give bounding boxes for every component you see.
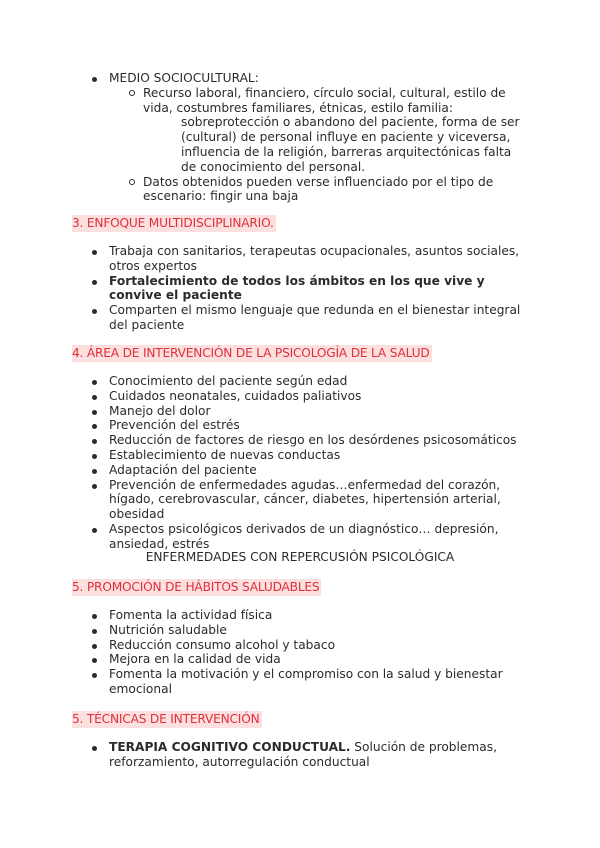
list-item: Fomenta la motivación y el compromiso con la salud y bienestar emocional [72,667,528,697]
list-item: Fortalecimiento de todos los ámbitos en los que vive y convive el paciente [72,274,528,304]
section-5a-heading-wrap [72,579,528,596]
section-5a-list [72,608,528,697]
list-item: Comparten el mismo lenguaje que redunda en el bienestar integral del paciente [72,303,528,333]
medio-title: MEDIO SOCIOCULTURAL: [109,71,259,85]
list-item: Cuidados neonatales, cuidados paliativos [72,389,528,404]
section-4-heading: 4. ÁREA DE INTERVENCIÓN DE LA PSICOLOGÍA DE LA SALUD [72,346,430,360]
list-item: Reducción de factores de riesgo en los desórdenes psicosomáticos [72,433,528,448]
section-3-heading-wrap [72,215,528,232]
sub-list-item: Recurso laboral, financiero, círculo social, cultural, estilo de vida, costumbres familiares, étnicas, estilo familia: sobreprotección o abandono del paciente, forma de ser (cultural) de personal influye en paciente y viceversa, influencia de la religión, barreras arquitectónicas falta de conocimiento del personal. [109,86,528,175]
section-5a-heading: 5. PROMOCIÓN DE HÁBITOS SALUDABLES [72,580,320,594]
list-item [72,71,528,204]
section-5b-heading: 5. TÉCNICAS DE INTERVENCIÓN [72,712,260,726]
list-item: Conocimiento del paciente según edad [72,374,528,389]
sub-list-item: Datos obtenidos pueden verse influenciado por el tipo de escenario: fingir una baja [109,175,528,205]
list-item: Nutrición saludable [72,623,528,638]
list-item: Prevención de enfermedades agudas…enfermedad del corazón, hígado, cerebrovascular, cáncer, diabetes, hipertensión arterial, obesidad [72,478,528,522]
section-5b-heading-wrap [72,711,528,728]
therapy-name: TERAPIA COGNITIVO CONDUCTUAL. [109,740,351,754]
medio-sociocultural-block [72,71,528,204]
list-item: Reducción consumo alcohol y tabaco [72,638,528,653]
section-5b-list [72,740,528,770]
section-4-list [72,374,528,552]
centered-title: ENFERMEDADES CON REPERCUSIÓN PSICOLÓGICA [145,550,455,564]
list-item: Adaptación del paciente [72,463,528,478]
section-3-heading: 3. ENFOQUE MULTIDISCIPLINARIO. [72,216,274,230]
list-item: Trabaja con sanitarios, terapeutas ocupacionales, asuntos sociales, otros expertos [72,244,528,274]
section-3-list [72,244,528,333]
list-item [72,740,528,770]
list-item: Mejora en la calidad de vida [72,652,528,667]
list-item: Establecimiento de nuevas conductas [72,448,528,463]
list-item: Fomenta la actividad física [72,608,528,623]
therapy-description: Solución de problemas, reforzamiento, autorregulación conductual [109,740,497,769]
sub-detail: sobreprotección o abandono del paciente, forma de ser (cultural) de personal influye en paciente y viceversa, influencia de la religión, barreras arquitectónicas falta de conocimiento del personal. [181,115,520,174]
list-item: Prevención del estrés [72,418,528,433]
section-4-heading-wrap [72,345,528,362]
list-item: Manejo del dolor [72,404,528,419]
list-item: Aspectos psicológicos derivados de un diagnóstico… depresión, ansiedad, estrés [72,522,528,552]
